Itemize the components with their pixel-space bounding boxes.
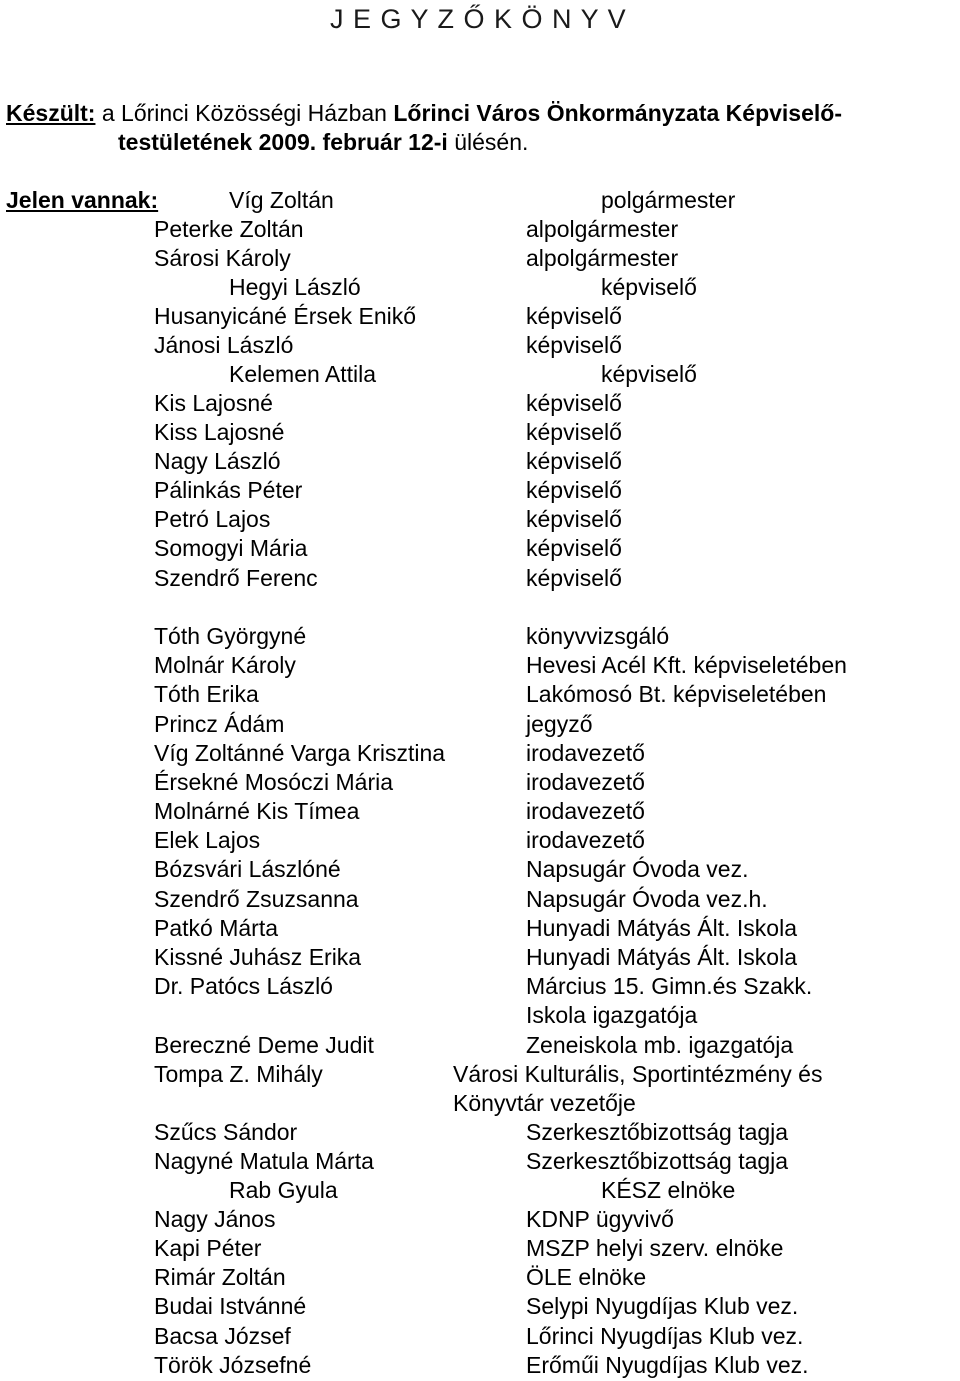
attendee-row [0,972,960,1001]
attendee-name: Dr. Patócs László [154,973,333,999]
attendee-role: könyvvizsgáló [526,623,670,649]
attendee-name: Pálinkás Péter [154,477,303,503]
attendee-role: Erőműi Nyugdíjas Klub vez. [526,1352,809,1378]
attendee-role: KDNP ügyvivő [526,1206,674,1232]
attendee-name: Petró Lajos [154,506,271,532]
attendee-row [0,534,960,563]
attendee-row [0,680,960,709]
attendee-name: Szendrő Zsuzsanna [154,886,359,912]
attendee-role: irodavezető [526,769,645,795]
attendee-row [0,885,960,914]
attendee-row [0,855,960,884]
attendee-row [0,186,960,215]
attendee-name: Tóth Erika [154,681,259,707]
attendee-row [0,215,960,244]
attendee-row [0,1322,960,1351]
attendee-row [0,389,960,418]
attendee-row [0,1176,960,1205]
attendee-role: Selypi Nyugdíjas Klub vez. [526,1293,799,1319]
attendee-role: képviselő [526,390,622,416]
attendee-role: Szerkesztőbizottság tagja [526,1119,789,1145]
attendee-row [0,826,960,855]
made-label: Készült: [6,100,96,126]
made-location: a Lőrinci Közösségi Házban [101,100,387,126]
attendee-name: Bereczné Deme Judit [154,1032,374,1058]
attendee-role: Lakómosó Bt. képviseletében [526,681,827,707]
attendee-role: képviselő [526,332,622,358]
attendee-row [0,1089,960,1118]
attendee-name: Nagy János [154,1206,276,1232]
attendee-name: Szűcs Sándor [154,1119,298,1145]
made-body: Lőrinci Város Önkormányzata Képviselő- [393,100,842,126]
attendee-row [0,1118,960,1147]
attendee-role: Lőrinci Nyugdíjas Klub vez. [526,1323,804,1349]
attendee-role: Hunyadi Mátyás Ált. Iskola [526,915,798,941]
attendee-row [0,1351,960,1380]
attendee-row [0,739,960,768]
attendee-name: Nagyné Matula Márta [154,1148,374,1174]
attendee-name: Somogyi Mária [154,535,308,561]
attendee-role: Iskola igazgatója [526,1002,698,1028]
attendee-name: Tóth Györgyné [154,623,307,649]
attendee-name: Kissné Juhász Erika [154,944,362,970]
attendee-row [0,1001,960,1030]
attendee-name: Molnárné Kis Tímea [154,798,360,824]
attendee-role: képviselő [526,565,622,591]
attendee-role: KÉSZ elnöke [601,1177,736,1203]
attendee-row [0,651,960,680]
attendee-row [0,797,960,826]
attendee-name: Hegyi László [229,274,361,300]
made-line-1 [6,99,842,128]
attendee-row [0,418,960,447]
attendee-role: képviselő [526,535,622,561]
attendee-name: Szendrő Ferenc [154,565,318,591]
attendee-row [0,244,960,273]
attendee-role: Könyvtár vezetője [453,1090,636,1116]
attendee-name: Peterke Zoltán [154,216,304,242]
attendee-role: Március 15. Gimn.és Szakk. [526,973,813,999]
attendee-role: képviselő [526,419,622,445]
attendee-name: Bacsa József [154,1323,291,1349]
attendee-role: Hevesi Acél Kft. képviseletében [526,652,847,678]
attendee-name: Nagy László [154,448,281,474]
attendee-row [0,1031,960,1060]
attendee-role: ÖLE elnöke [526,1264,647,1290]
attendee-row [0,273,960,302]
attendee-name: Rab Gyula [229,1177,338,1203]
attendee-name: Rimár Zoltán [154,1264,286,1290]
attendee-role: képviselő [526,303,622,329]
attendee-role: irodavezető [526,798,645,824]
attendee-role: alpolgármester [526,245,679,271]
attendee-role: irodavezető [526,827,645,853]
attendee-row [0,505,960,534]
attendee-name: Kiss Lajosné [154,419,285,445]
attendee-name: Patkó Márta [154,915,278,941]
attendee-name: Víg Zoltánné Varga Krisztina [154,740,446,766]
attendee-role: jegyző [526,711,593,737]
attendee-role: Hunyadi Mátyás Ált. Iskola [526,944,798,970]
attendee-name: Tompa Z. Mihály [154,1061,323,1087]
made-session: ülésén. [454,129,529,155]
attendee-role: Napsugár Óvoda vez.h. [526,886,768,912]
attendee-row [0,1205,960,1234]
attendee-row [0,360,960,389]
attendee-name: Érsekné Mosóczi Mária [154,769,394,795]
attendee-row [0,710,960,739]
attendee-row [0,943,960,972]
attendee-name: Molnár Károly [154,652,296,678]
attendee-row [0,1263,960,1292]
attendee-name: Jánosi László [154,332,294,358]
attendee-name: Kis Lajosné [154,390,273,416]
attendee-name: Kapi Péter [154,1235,262,1261]
attendee-row [0,447,960,476]
attendee-row [0,622,960,651]
attendee-role: Napsugár Óvoda vez. [526,856,749,882]
attendee-role: alpolgármester [526,216,679,242]
attendee-role: képviselő [601,361,697,387]
attendee-role: irodavezető [526,740,645,766]
attendee-name: Bózsvári Lászlóné [154,856,341,882]
attendee-name: Sárosi Károly [154,245,291,271]
attendee-name: Török Józsefné [154,1352,312,1378]
attendee-role: Szerkesztőbizottság tagja [526,1148,789,1174]
attendee-name: Budai Istvánné [154,1293,307,1319]
attendee-row [0,1292,960,1321]
attendee-name: Víg Zoltán [229,187,334,213]
attendee-name: Husanyicáné Érsek Enikő [154,303,417,329]
attendee-role: MSZP helyi szerv. elnöke [526,1235,784,1261]
attendee-row [0,914,960,943]
attendee-row [0,1060,960,1089]
attendee-name: Kelemen Attila [229,361,377,387]
document-title: J E G Y Z Ő K Ö N Y V [330,4,627,34]
attendee-row [0,302,960,331]
attendee-name: Elek Lajos [154,827,261,853]
attendee-role: polgármester [601,187,736,213]
made-date: testületének 2009. február 12-i [118,129,448,155]
made-line-2 [118,128,528,157]
attendee-role: Városi Kulturális, Sportintézmény és [453,1061,823,1087]
attendee-row [0,476,960,505]
attendee-role: Zeneiskola mb. igazgatója [526,1032,794,1058]
attendee-row [0,1147,960,1176]
attendee-row [0,564,960,593]
attendee-row [0,768,960,797]
attendee-row [0,1234,960,1263]
attendee-role: képviselő [601,274,697,300]
attendee-role: képviselő [526,448,622,474]
attendee-role: képviselő [526,506,622,532]
attendee-name: Princz Ádám [154,711,285,737]
attendee-role: képviselő [526,477,622,503]
attendee-row [0,331,960,360]
present-label: Jelen vannak: [6,187,159,213]
